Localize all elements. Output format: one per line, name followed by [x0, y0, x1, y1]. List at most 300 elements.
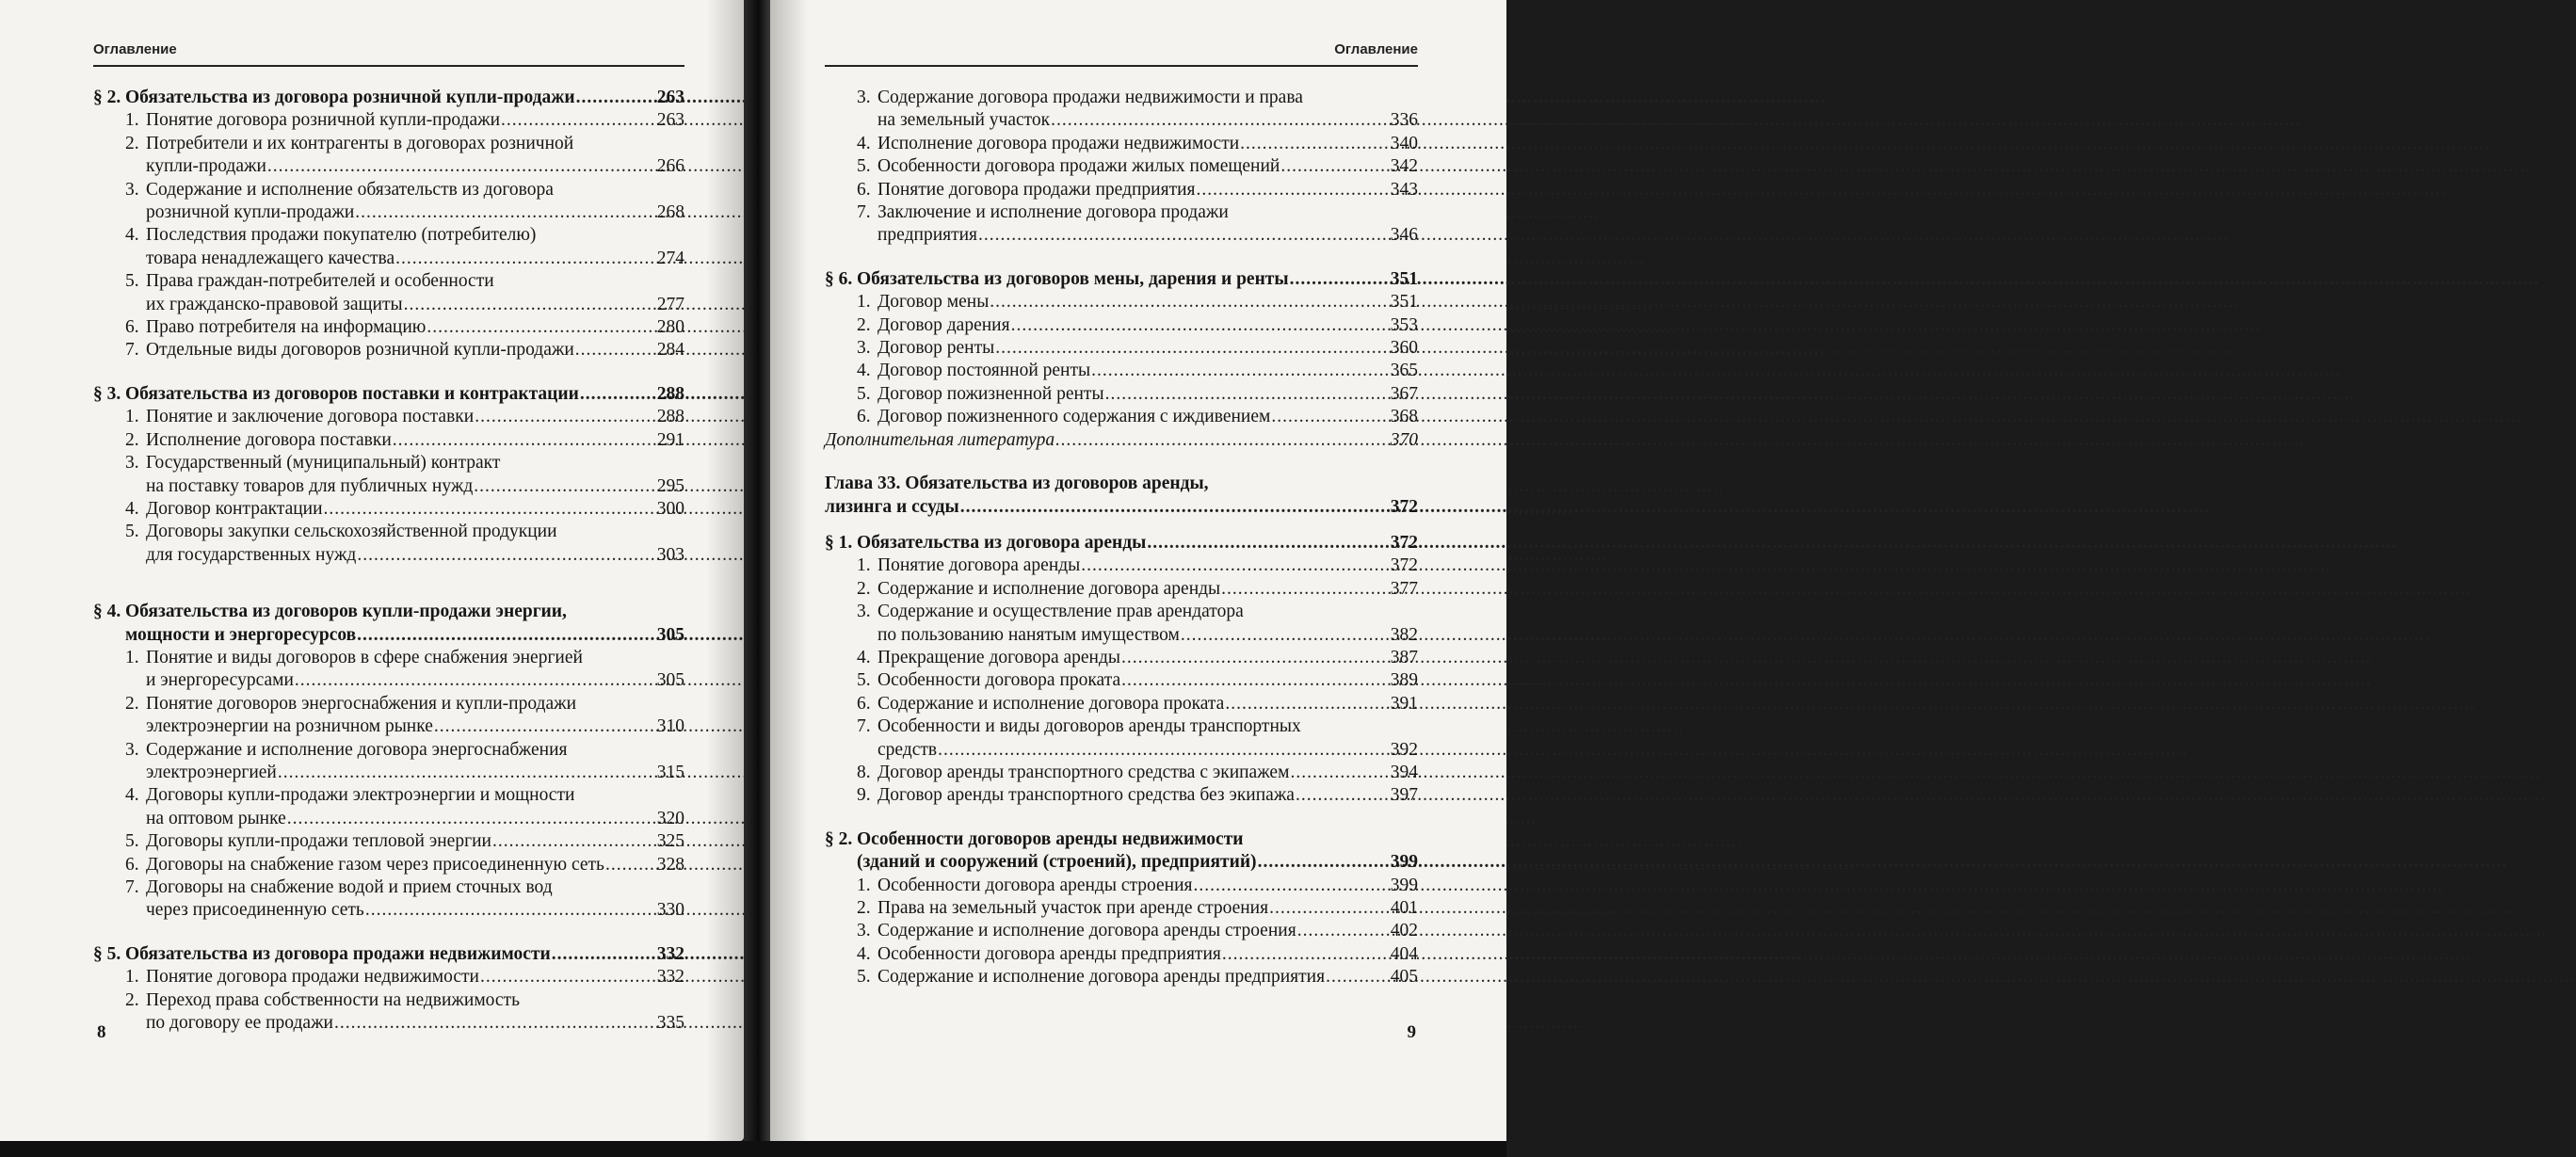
section-heading	[93, 383, 684, 406]
dot-leader	[1271, 406, 1389, 428]
entry-title: Понятие договора продажи предприятия	[877, 179, 1196, 200]
entry-title: (зданий и сооружений (строений), предприятий)	[857, 852, 1257, 873]
entry-number: 2.	[125, 133, 139, 153]
toc-item	[93, 179, 684, 201]
entry-title: средств	[877, 739, 938, 760]
toc-item	[825, 601, 1418, 623]
entry-title: Содержание и исполнение договора аренды предприятия	[877, 967, 1326, 988]
entry-number: 2.	[125, 693, 139, 714]
dot-leader	[960, 496, 1390, 519]
entry-number: 1.	[125, 407, 139, 427]
entry-number: 4.	[125, 225, 139, 246]
dot-leader	[1105, 383, 1390, 406]
entry-title: на поставку товаров для публичных нужд	[146, 475, 474, 496]
entry-title: Права граждан-потребителей и особенности	[146, 271, 494, 292]
dot-leader	[1197, 179, 1390, 201]
dot-leader	[1081, 554, 1389, 577]
entry-number: 6.	[857, 693, 871, 714]
entry-page: 353	[1390, 314, 1418, 335]
dot-leader	[990, 291, 1389, 313]
entry-number: 4.	[857, 647, 871, 667]
toc-right	[825, 87, 1418, 989]
dot-leader	[1269, 897, 1390, 920]
entry-page: 342	[1390, 156, 1418, 177]
entry-page: 336	[1390, 110, 1418, 131]
entry-number: 2.	[857, 578, 871, 599]
entry-title: Содержание и исполнение обязательств из договора	[146, 179, 554, 200]
dot-leader	[1121, 669, 1390, 692]
entry-number: 5.	[857, 967, 871, 988]
entry-number: 3.	[125, 739, 139, 760]
entry-page: 399	[1390, 852, 1418, 873]
toc-item	[93, 498, 684, 521]
entry-page: 372	[1390, 532, 1418, 553]
entry-title: товара ненадлежащего качества	[146, 248, 395, 268]
dot-leader	[1181, 624, 1390, 647]
dot-leader	[1147, 532, 1389, 554]
entry-page: 277	[656, 294, 684, 314]
entry-number: 4.	[857, 943, 871, 964]
entry-title: через присоединенную сеть	[146, 900, 364, 921]
entry-title: Право потребителя на информацию	[146, 317, 427, 338]
entry-page: 382	[1390, 624, 1418, 645]
dot-leader	[492, 830, 656, 853]
entry-page: 325	[656, 831, 684, 852]
toc-item	[93, 406, 684, 428]
entry-number: 2.	[125, 429, 139, 450]
entry-title: Особенности договора проката	[877, 670, 1121, 691]
entry-number: 8.	[857, 762, 871, 782]
toc-item	[93, 876, 684, 899]
toc-item	[93, 133, 684, 155]
dot-leader	[1221, 578, 1390, 601]
entry-number: 7.	[857, 202, 871, 223]
toc-left	[93, 87, 684, 1035]
book-spine	[744, 0, 770, 1157]
toc-item	[825, 920, 1418, 942]
toc-item	[825, 87, 1418, 109]
entry-title: Содержание и исполнение договора аренды строения	[877, 921, 1296, 941]
entry-number: 2.	[857, 898, 871, 918]
entry-number: 5.	[857, 670, 871, 691]
entry-title: Договор аренды транспортного средства без экипажа	[877, 785, 1295, 806]
dot-leader	[576, 87, 656, 109]
entry-number: 3.	[857, 338, 871, 359]
entry-number: 5.	[125, 831, 139, 852]
entry-number: § 2.	[93, 88, 121, 107]
entry-title: Содержание и осуществление прав арендатора	[877, 602, 1244, 622]
toc-item-continuation	[93, 155, 684, 178]
entry-title: Договор ренты	[877, 338, 995, 359]
toc-item	[825, 784, 1418, 807]
toc-item	[825, 715, 1418, 738]
dot-leader	[1290, 268, 1390, 291]
additional-literature	[825, 429, 1418, 452]
entry-title: Содержание договора продажи недвижимости и права	[877, 88, 1303, 107]
toc-item	[825, 383, 1418, 406]
entry-page: 330	[656, 900, 684, 921]
entry-title: Обязательства из договоров купли-продажи энергии,	[125, 602, 567, 622]
dot-leader	[475, 406, 656, 428]
section-heading	[93, 601, 684, 623]
entry-title: Особенности договора продажи жилых помещений	[877, 156, 1280, 177]
section-heading	[93, 87, 684, 109]
entry-number: 4.	[125, 498, 139, 519]
entry-title: Договор пожизненного содержания с иждивением	[877, 407, 1271, 427]
entry-number: 2.	[857, 314, 871, 335]
entry-page: 268	[656, 202, 684, 223]
dot-leader	[295, 669, 656, 692]
entry-page: 370	[1390, 429, 1418, 450]
entry-page: 343	[1390, 179, 1418, 200]
toc-item-continuation	[825, 739, 1418, 762]
entry-page: 377	[1390, 578, 1418, 599]
spacer	[93, 923, 684, 943]
entry-title: электроэнергией	[146, 762, 277, 782]
dot-leader	[427, 316, 655, 339]
entry-number: 3.	[125, 453, 139, 474]
toc-item-continuation	[93, 1012, 684, 1035]
entry-title: Глава 33. Обязательства из договоров аренды,	[825, 474, 1209, 494]
dot-leader	[575, 339, 656, 362]
entry-title: их гражданско-правовой защиты	[146, 294, 403, 314]
entry-number: 7.	[125, 340, 139, 361]
entry-page: 340	[1390, 133, 1418, 153]
entry-title: Договор контрактации	[146, 498, 323, 519]
dot-leader	[1222, 943, 1390, 966]
dot-leader	[287, 808, 656, 830]
entry-page: 397	[1390, 785, 1418, 806]
toc-item	[93, 109, 684, 132]
dot-leader	[404, 294, 656, 316]
entry-title: Заключение и исполнение договора продажи	[877, 202, 1229, 223]
toc-item	[825, 314, 1418, 337]
entry-title: Договор аренды транспортного средства с экипажем	[877, 762, 1290, 782]
entry-number: § 4.	[93, 602, 121, 622]
entry-title: и энергоресурсами	[146, 670, 294, 691]
entry-title: Отдельные виды договоров розничной купли-продажи	[146, 340, 574, 361]
toc-item	[825, 875, 1418, 897]
entry-page: 391	[1390, 693, 1418, 714]
entry-page: 405	[1390, 967, 1418, 988]
entry-number: 4.	[857, 133, 871, 153]
entry-title: Обязательства из договоров поставки и контрактации	[125, 383, 579, 404]
entry-page: 351	[1390, 268, 1418, 289]
toc-item-continuation	[93, 715, 684, 738]
entry-page: 365	[1390, 361, 1418, 381]
dot-leader	[1011, 314, 1390, 337]
entry-title: Договоры закупки сельскохозяйственной продукции	[146, 522, 557, 542]
section-heading	[825, 532, 1418, 554]
spacer	[825, 519, 1418, 532]
dot-leader	[501, 109, 656, 132]
entry-page: 328	[656, 854, 684, 875]
entry-title: Дополнительная литература	[825, 429, 1055, 450]
entry-number: 9.	[857, 785, 871, 806]
toc-item	[825, 406, 1418, 428]
entry-page: 288	[656, 407, 684, 427]
entry-title: Особенности и виды договоров аренды транспортных	[877, 716, 1301, 737]
spacer	[825, 808, 1418, 828]
entry-number: 1.	[857, 292, 871, 313]
dot-leader	[1290, 762, 1389, 784]
entry-title: Договор пожизненной ренты	[877, 383, 1104, 404]
dot-leader	[1326, 966, 1390, 988]
toc-item	[825, 554, 1418, 577]
entry-title: предприятия	[877, 225, 978, 246]
dot-leader	[1055, 429, 1390, 452]
toc-item	[93, 647, 684, 669]
toc-item-continuation	[825, 624, 1418, 647]
entry-title: Исполнение договора продажи недвижимости	[877, 133, 1240, 153]
entry-title: на земельный участок	[877, 110, 1051, 131]
entry-title: лизинга и ссуды	[825, 496, 959, 517]
entry-page: 367	[1390, 383, 1418, 404]
dot-leader	[995, 337, 1390, 360]
toc-item	[93, 966, 684, 988]
entry-number: 1.	[857, 875, 871, 895]
entry-page: 351	[1390, 292, 1418, 313]
toc-item	[825, 647, 1418, 669]
entry-number: § 5.	[93, 943, 121, 964]
header-rule	[93, 65, 684, 67]
section-heading-continuation	[93, 624, 684, 647]
dot-leader	[1121, 647, 1390, 669]
toc-item-continuation	[825, 224, 1418, 247]
toc-item	[825, 762, 1418, 784]
entry-title: электроэнергии на розничном рынке	[146, 716, 433, 737]
entry-title: Договоры купли-продажи тепловой энергии	[146, 831, 491, 852]
toc-item-continuation	[825, 109, 1418, 132]
chapter-title	[825, 473, 1418, 495]
dot-leader	[1297, 920, 1390, 942]
dot-leader	[938, 739, 1390, 762]
dot-leader	[1240, 133, 1390, 155]
entry-page: 274	[656, 248, 684, 268]
toc-item	[93, 339, 684, 362]
entry-title: по пользованию нанятым имуществом	[877, 624, 1180, 645]
entry-page: 392	[1390, 739, 1418, 760]
toc-item-continuation	[93, 899, 684, 922]
entry-number: 1.	[125, 647, 139, 667]
entry-page: 280	[656, 317, 684, 338]
dot-leader	[1193, 875, 1389, 897]
entry-page: 300	[656, 498, 684, 519]
entry-page: 263	[656, 88, 684, 107]
entry-number: 3.	[857, 88, 871, 107]
toc-item	[93, 854, 684, 876]
page-number: 9	[1407, 1022, 1416, 1042]
entry-number: 6.	[125, 854, 139, 875]
entry-title: Договор постоянной ренты	[877, 361, 1091, 381]
entry-title: на оптовом рынке	[146, 808, 286, 828]
entry-title: Договоры на снабжение газом через присоединенную сеть	[146, 854, 604, 875]
entry-page: 387	[1390, 647, 1418, 667]
spacer	[93, 567, 684, 587]
entry-title: Исполнение договора поставки	[146, 429, 392, 450]
dot-leader	[474, 475, 655, 498]
entry-page: 263	[656, 110, 684, 131]
entry-title: Обязательства из договора розничной купли-продажи	[125, 88, 575, 107]
toc-item	[825, 578, 1418, 601]
toc-item	[93, 270, 684, 293]
toc-item	[825, 360, 1418, 382]
dot-leader	[1051, 109, 1390, 132]
entry-number: § 1.	[825, 532, 853, 553]
entry-title: розничной купли-продажи	[146, 202, 355, 223]
page-number: 8	[97, 1022, 106, 1042]
entry-page: 399	[1390, 875, 1418, 895]
entry-title: по договору ее продажи	[146, 1013, 333, 1034]
toc-item-continuation	[93, 669, 684, 692]
entry-page: 284	[656, 340, 684, 361]
toc-item	[93, 739, 684, 762]
toc-item-continuation	[93, 201, 684, 224]
entry-page: 372	[1390, 555, 1418, 576]
dot-leader	[1280, 155, 1389, 178]
entry-page: 303	[656, 544, 684, 565]
entry-number: 7.	[125, 877, 139, 897]
chapter-title-continuation	[825, 496, 1418, 519]
entry-page: 332	[656, 943, 684, 964]
entry-title: Договоры купли-продажи электроэнергии и мощности	[146, 785, 575, 806]
toc-item	[93, 429, 684, 452]
entry-number: 3.	[857, 921, 871, 941]
toc-item	[93, 784, 684, 807]
entry-title: Понятие договоров энергоснабжения и купли-продажи	[146, 693, 577, 714]
entry-title: Понятие договора продажи недвижимости	[146, 967, 479, 988]
right-page	[770, 0, 1506, 1141]
toc-item	[825, 669, 1418, 692]
section-heading	[93, 943, 684, 966]
entry-page: 335	[656, 1013, 684, 1034]
running-head: Оглавление	[93, 41, 177, 57]
entry-title: Понятие и заключение договора поставки	[146, 407, 475, 427]
entry-page: 291	[656, 429, 684, 450]
dot-leader	[978, 224, 1390, 247]
entry-title: Содержание и исполнение договора аренды	[877, 578, 1221, 599]
entry-page: 346	[1390, 225, 1418, 246]
dot-leader	[1258, 851, 1390, 874]
entry-title: для государственных нужд	[146, 544, 357, 565]
toc-item	[93, 224, 684, 247]
entry-page: 402	[1390, 921, 1418, 941]
toc-item	[825, 693, 1418, 715]
entry-page: 360	[1390, 338, 1418, 359]
entry-page: 404	[1390, 943, 1418, 964]
entry-number: 5.	[857, 156, 871, 177]
toc-item	[825, 337, 1418, 360]
entry-title: Особенности договора аренды строения	[877, 875, 1193, 895]
entry-page: 310	[656, 716, 684, 737]
entry-number: 1.	[857, 555, 871, 576]
entry-page: 266	[656, 156, 684, 177]
dot-leader	[334, 1012, 656, 1035]
dot-leader	[434, 715, 656, 738]
entry-title: Государственный (муниципальный) контракт	[146, 453, 501, 474]
dot-leader	[324, 498, 656, 521]
entry-title: Содержание и исполнение договора энергоснабжения	[146, 739, 568, 760]
entry-page: 332	[656, 967, 684, 988]
entry-title: Переход права собственности на недвижимость	[146, 989, 520, 1010]
entry-number: 5.	[857, 383, 871, 404]
entry-title: купли-продажи	[146, 156, 266, 177]
left-page	[0, 0, 744, 1141]
toc-item	[825, 133, 1418, 155]
toc-item-continuation	[93, 808, 684, 830]
entry-title: Особенности договоров аренды недвижимости	[857, 828, 1244, 849]
dot-leader	[605, 854, 656, 876]
toc-item-continuation	[93, 294, 684, 316]
entry-number: 5.	[125, 271, 139, 292]
entry-page: 372	[1390, 496, 1418, 517]
entry-title: Содержание и исполнение договора проката	[877, 693, 1225, 714]
dot-leader	[357, 624, 656, 647]
section-heading-continuation	[825, 851, 1418, 874]
entry-title: мощности и энергоресурсов	[125, 624, 357, 645]
spacer	[93, 362, 684, 383]
section-heading	[825, 268, 1418, 291]
entry-page: 295	[656, 475, 684, 496]
entry-number: 1.	[125, 967, 139, 988]
entry-page: 389	[1390, 670, 1418, 691]
dot-leader	[395, 248, 656, 270]
toc-item	[93, 452, 684, 474]
running-head: Оглавление	[1334, 41, 1418, 57]
toc-item	[825, 155, 1418, 178]
toc-item-continuation	[93, 762, 684, 784]
entry-page: 288	[656, 383, 684, 404]
toc-item	[825, 966, 1418, 988]
entry-number: § 6.	[825, 268, 853, 289]
dot-leader	[580, 383, 656, 406]
entry-number: 4.	[857, 361, 871, 381]
toc-item	[825, 201, 1418, 224]
dot-leader	[365, 899, 656, 922]
entry-title: Понятие договора розничной купли-продажи	[146, 110, 501, 131]
entry-title: Обязательства из договора аренды	[857, 532, 1147, 553]
entry-title: Обязательства из договора продажи недвижимости	[125, 943, 551, 964]
scan-edge	[0, 1141, 1506, 1157]
entry-page: 305	[656, 624, 684, 645]
entry-number: 1.	[125, 110, 139, 131]
entry-page: 315	[656, 762, 684, 782]
header-rule	[825, 65, 1418, 67]
dot-leader	[355, 201, 655, 224]
entry-title: Понятие договора аренды	[877, 555, 1081, 576]
dot-leader	[552, 943, 656, 966]
dot-leader	[267, 155, 656, 178]
toc-item	[93, 830, 684, 853]
entry-title: Права на земельный участок при аренде строения	[877, 898, 1269, 918]
toc-item	[825, 179, 1418, 201]
entry-page: 394	[1390, 762, 1418, 782]
spacer	[825, 248, 1418, 268]
entry-page: 320	[656, 808, 684, 828]
entry-number: 3.	[857, 602, 871, 622]
entry-number: 5.	[125, 522, 139, 542]
entry-title: Договор мены	[877, 292, 990, 313]
entry-page: 368	[1390, 407, 1418, 427]
entry-title: Договоры на снабжение водой и прием сточных вод	[146, 877, 553, 897]
dot-leader	[480, 966, 656, 988]
entry-number: 6.	[857, 407, 871, 427]
entry-number: 4.	[125, 785, 139, 806]
dot-leader	[1225, 693, 1389, 715]
toc-item	[825, 291, 1418, 313]
dot-leader	[357, 544, 655, 567]
dot-leader	[393, 429, 656, 452]
